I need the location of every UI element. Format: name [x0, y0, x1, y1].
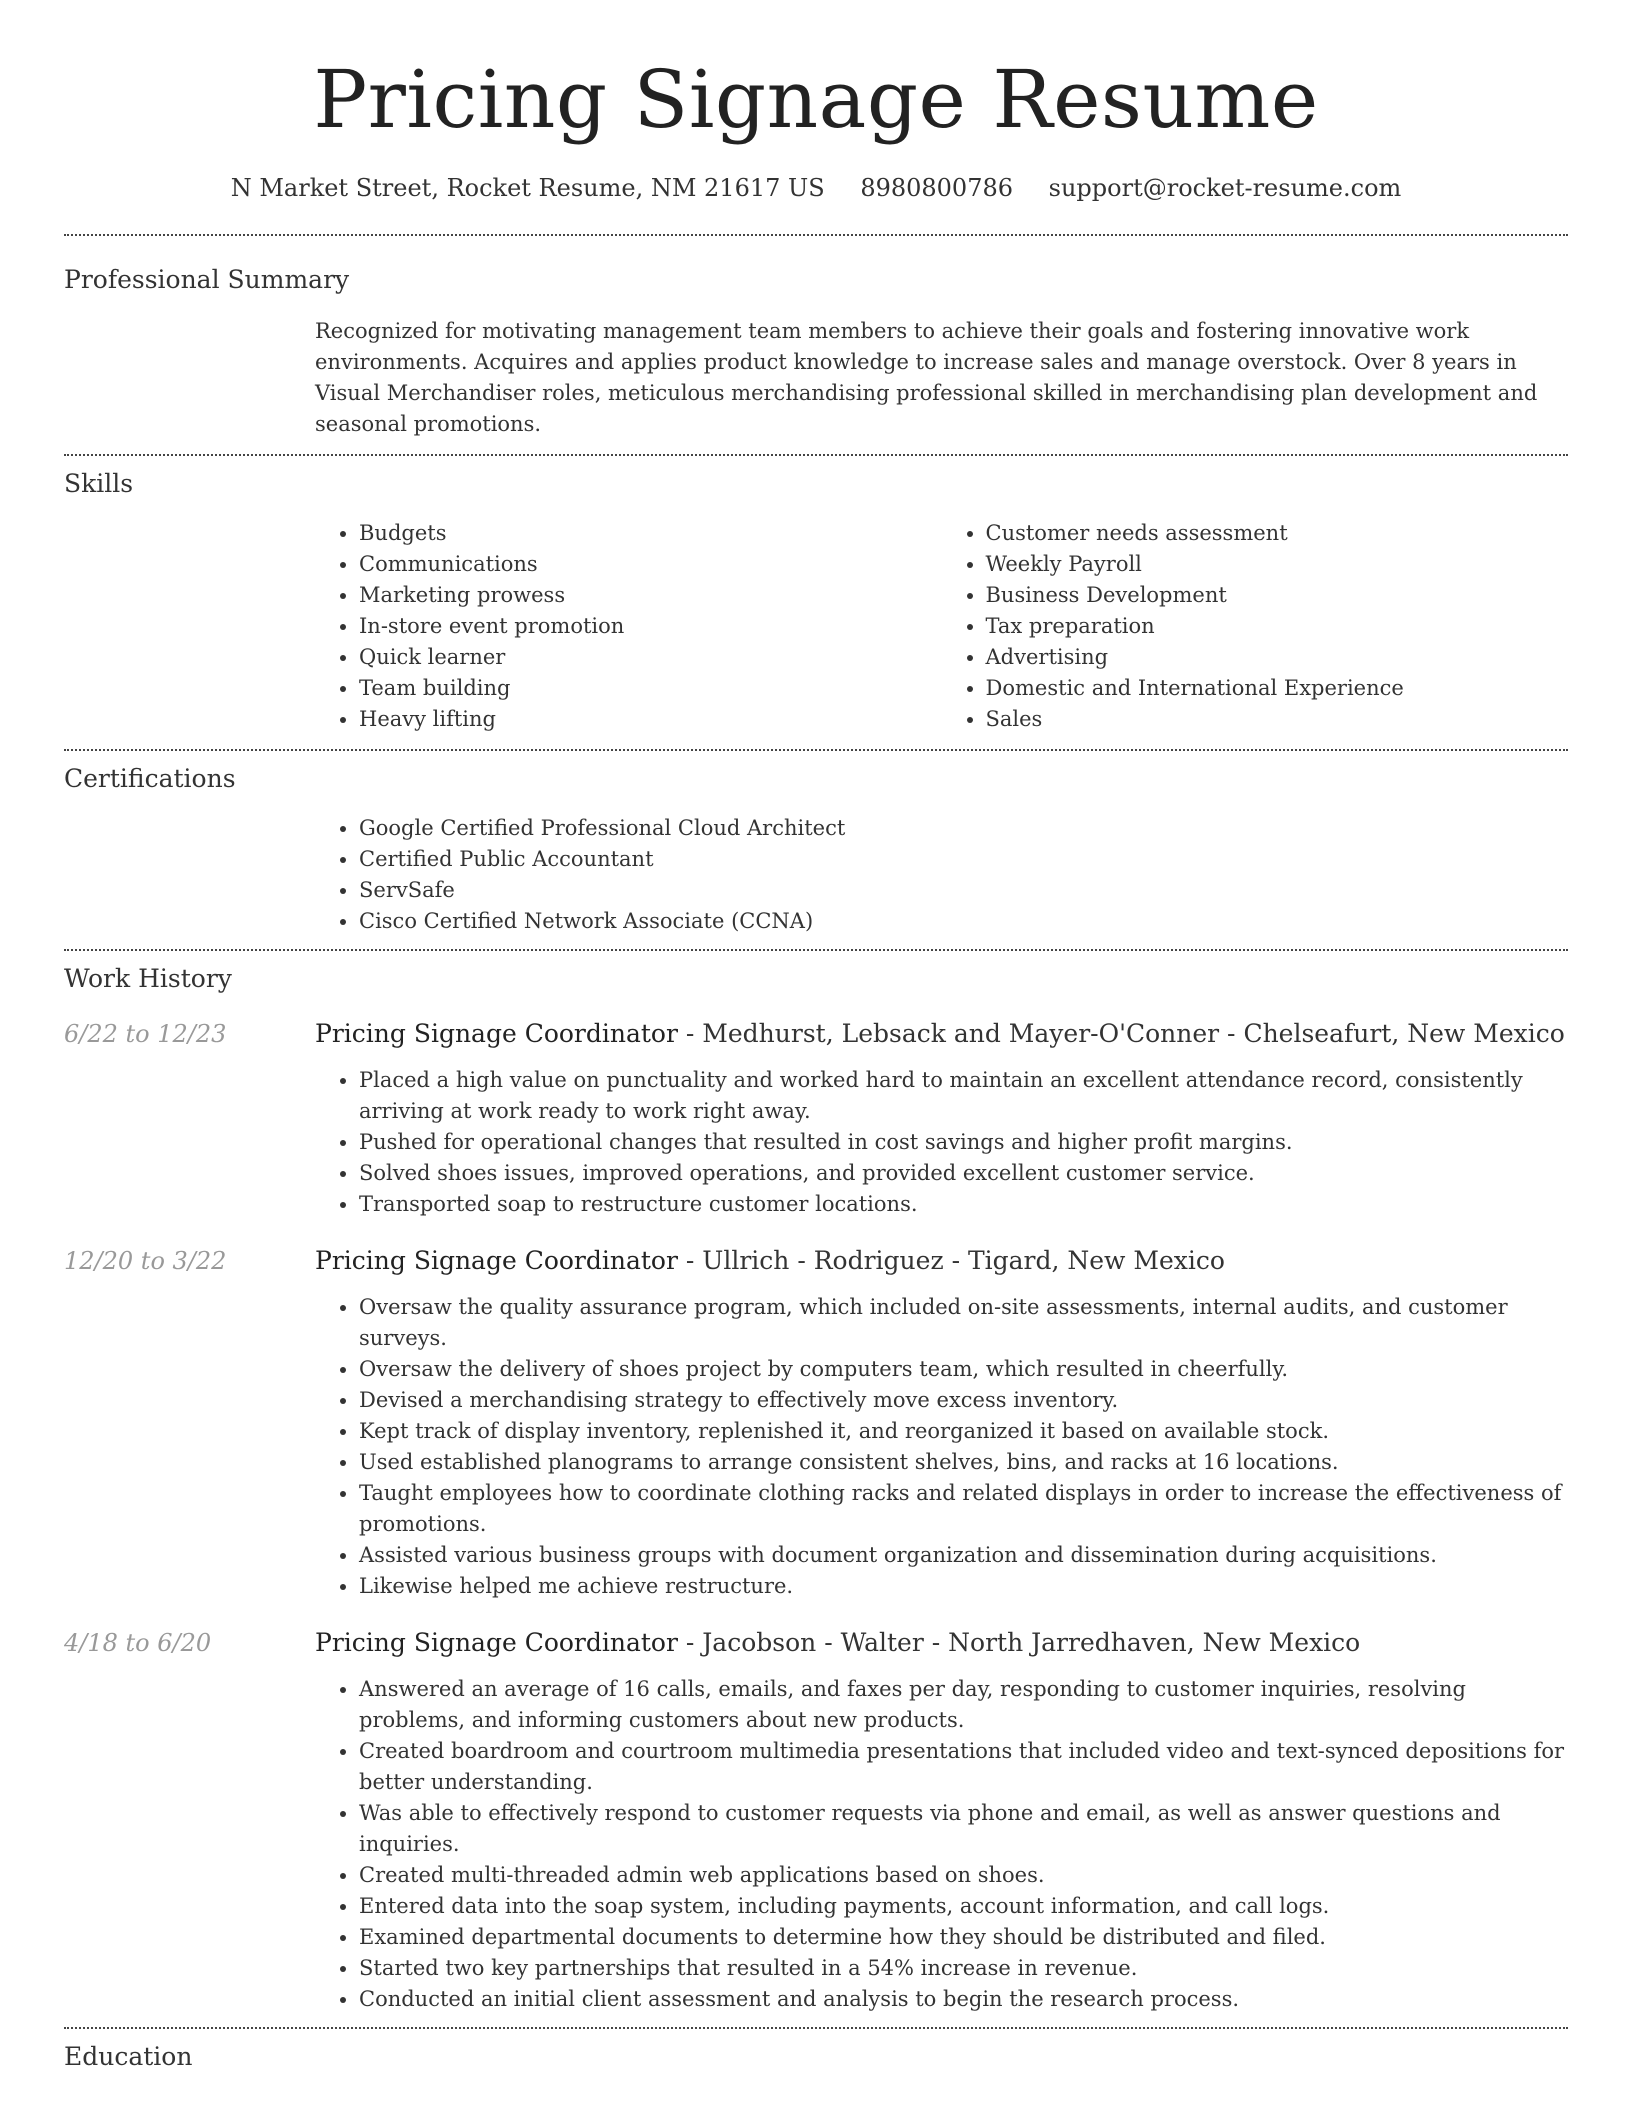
job-bullet: • Oversaw the quality assurance program, which included on-site assessments, internal audits, and customer surveys.: [359, 1292, 1568, 1354]
job-bullet: • Placed a high value on punctuality and worked hard to maintain an excellent attendance record, consistently arriving at work ready to work right away.: [359, 1065, 1568, 1127]
skill-item: • Marketing prowess: [359, 580, 942, 611]
skill-item: • Tax preparation: [986, 611, 1569, 642]
job-bullet: • Conducted an initial client assessment and analysis to begin the research process.: [359, 1984, 1568, 2015]
certification-item: • Certified Public Accountant: [359, 844, 1568, 875]
job-bullet: • Started two key partnerships that resulted in a 54% increase in revenue.: [359, 1953, 1568, 1984]
job-bullets: [315, 1065, 1568, 1220]
education-section: [64, 2029, 1568, 2073]
work-history-section: [64, 951, 1568, 2027]
job-body: [315, 1051, 1568, 1220]
contact-email: support@rocket-resume.com: [1048, 174, 1402, 202]
job-bullet: • Oversaw the delivery of shoes project by computers team, which resulted in cheerfully.: [359, 1354, 1568, 1385]
job-bullet: • Solved shoes issues, improved operations, and provided excellent customer service.: [359, 1158, 1568, 1189]
job-company: - Jacobson - Walter - North Jarredhaven, New Mexico: [677, 1628, 1361, 1657]
job-heading: [315, 1017, 1568, 1051]
job-dates: 4/18 to 6/20: [64, 1629, 212, 1657]
certification-item: • ServSafe: [359, 875, 1568, 906]
job-bullet: • Created boardroom and courtroom multimedia presentations that included video and text-synced depositions for better understanding.: [359, 1736, 1568, 1798]
job-company: - Medhurst, Lebsack and Mayer-O'Conner - Chelseafurt, New Mexico: [677, 1019, 1565, 1048]
section-title-work: Work History: [64, 964, 232, 993]
job-bullet: • Devised a merchandising strategy to effectively move excess inventory.: [359, 1385, 1568, 1416]
job-bullet: • Transported soap to restructure customer locations.: [359, 1189, 1568, 1220]
job-dates: 6/22 to 12/23: [64, 1020, 227, 1048]
skills-grid: [315, 500, 1568, 749]
skill-item: • Business Development: [986, 580, 1569, 611]
skill-item: • Communications: [359, 549, 942, 580]
job-heading: [315, 1626, 1568, 1660]
skill-item: • In-store event promotion: [359, 611, 942, 642]
job-bullet: • Was able to effectively respond to customer requests via phone and email, as well as answer questions and inquiries.: [359, 1798, 1568, 1860]
skills-list-right: [942, 518, 1569, 735]
professional-summary-section: [64, 236, 1568, 454]
job-bullet: • Used established planograms to arrange consistent shelves, bins, and racks at 16 locations.: [359, 1447, 1568, 1478]
summary-body: [315, 296, 1568, 454]
contact-line: [64, 172, 1568, 204]
skill-item: • Domestic and International Experience: [986, 673, 1569, 704]
skill-item: • Sales: [986, 704, 1569, 735]
skill-item: • Team building: [359, 673, 942, 704]
job-bullet: • Kept track of display inventory, replenished it, and reorganized it based on available stock.: [359, 1416, 1568, 1447]
job-body: [315, 1278, 1568, 1602]
skill-item: • Heavy lifting: [359, 704, 942, 735]
job-role: Pricing Signage Coordinator: [315, 1246, 678, 1275]
skills-section: [64, 456, 1568, 749]
contact-address: N Market Street, Rocket Resume, NM 21617 US: [230, 174, 825, 202]
skill-item: • Weekly Payroll: [986, 549, 1569, 580]
job-bullet: • Likewise helped me achieve restructure.: [359, 1571, 1568, 1602]
job-bullet: • Entered data into the soap system, including payments, account information, and call logs.: [359, 1891, 1568, 1922]
job-list: [64, 995, 1568, 2027]
job-role: Pricing Signage Coordinator: [315, 1019, 678, 1048]
summary-text: Recognized for motivating management team members to achieve their goals and fostering innovative work environments. Acquires and applies product knowledge to increase sales and manage overstock. Over 8 years in Visual Merchandiser roles, meticulous merchandising professional skilled in merchandising plan development and seasonal promotions.: [315, 319, 1538, 436]
job-bullet: • Examined departmental documents to determine how they should be distributed and filed.: [359, 1922, 1568, 1953]
contact-phone: 8980800786: [860, 174, 1014, 202]
job-entry: [64, 1017, 1568, 1244]
skill-item: • Budgets: [359, 518, 942, 549]
skill-item: • Quick learner: [359, 642, 942, 673]
job-role: Pricing Signage Coordinator: [315, 1628, 678, 1657]
job-bullets: [315, 1674, 1568, 2015]
certifications-list: [315, 813, 1568, 937]
job-company: - Ullrich - Rodriguez - Tigard, New Mexico: [677, 1246, 1225, 1275]
job-entry: [64, 1244, 1568, 1626]
job-bullet: • Created multi-threaded admin web applications based on shoes.: [359, 1860, 1568, 1891]
job-dates: 12/20 to 3/22: [64, 1247, 227, 1275]
skill-item: • Customer needs assessment: [986, 518, 1569, 549]
job-body: [315, 1660, 1568, 2015]
section-title-skills: Skills: [64, 469, 134, 498]
skills-list-left: [315, 518, 942, 735]
job-heading: [315, 1244, 1568, 1278]
section-title-summary: Professional Summary: [64, 265, 350, 294]
certifications-body: [315, 795, 1568, 949]
job-bullet: • Assisted various business groups with document organization and dissemination during acquisitions.: [359, 1540, 1568, 1571]
job-bullet: • Taught employees how to coordinate clothing racks and related displays in order to increase the effectiveness of promotions.: [359, 1478, 1568, 1540]
job-bullets: [315, 1292, 1568, 1602]
job-bullet: • Pushed for operational changes that resulted in cost savings and higher profit margins.: [359, 1127, 1568, 1158]
skill-item: • Advertising: [986, 642, 1569, 673]
section-title-certifications: Certifications: [64, 764, 236, 793]
certification-item: • Cisco Certified Network Associate (CCNA): [359, 906, 1568, 937]
job-bullet: • Answered an average of 16 calls, emails, and faxes per day, responding to customer inquiries, resolving problems, and informing customers about new products.: [359, 1674, 1568, 1736]
section-title-education: Education: [64, 2042, 193, 2071]
resume-title: Pricing Signage Resume: [313, 53, 1319, 146]
certification-item: • Google Certified Professional Cloud Architect: [359, 813, 1568, 844]
certifications-section: [64, 751, 1568, 949]
resume-header: [64, 0, 1568, 204]
job-entry: [64, 1626, 1568, 2027]
